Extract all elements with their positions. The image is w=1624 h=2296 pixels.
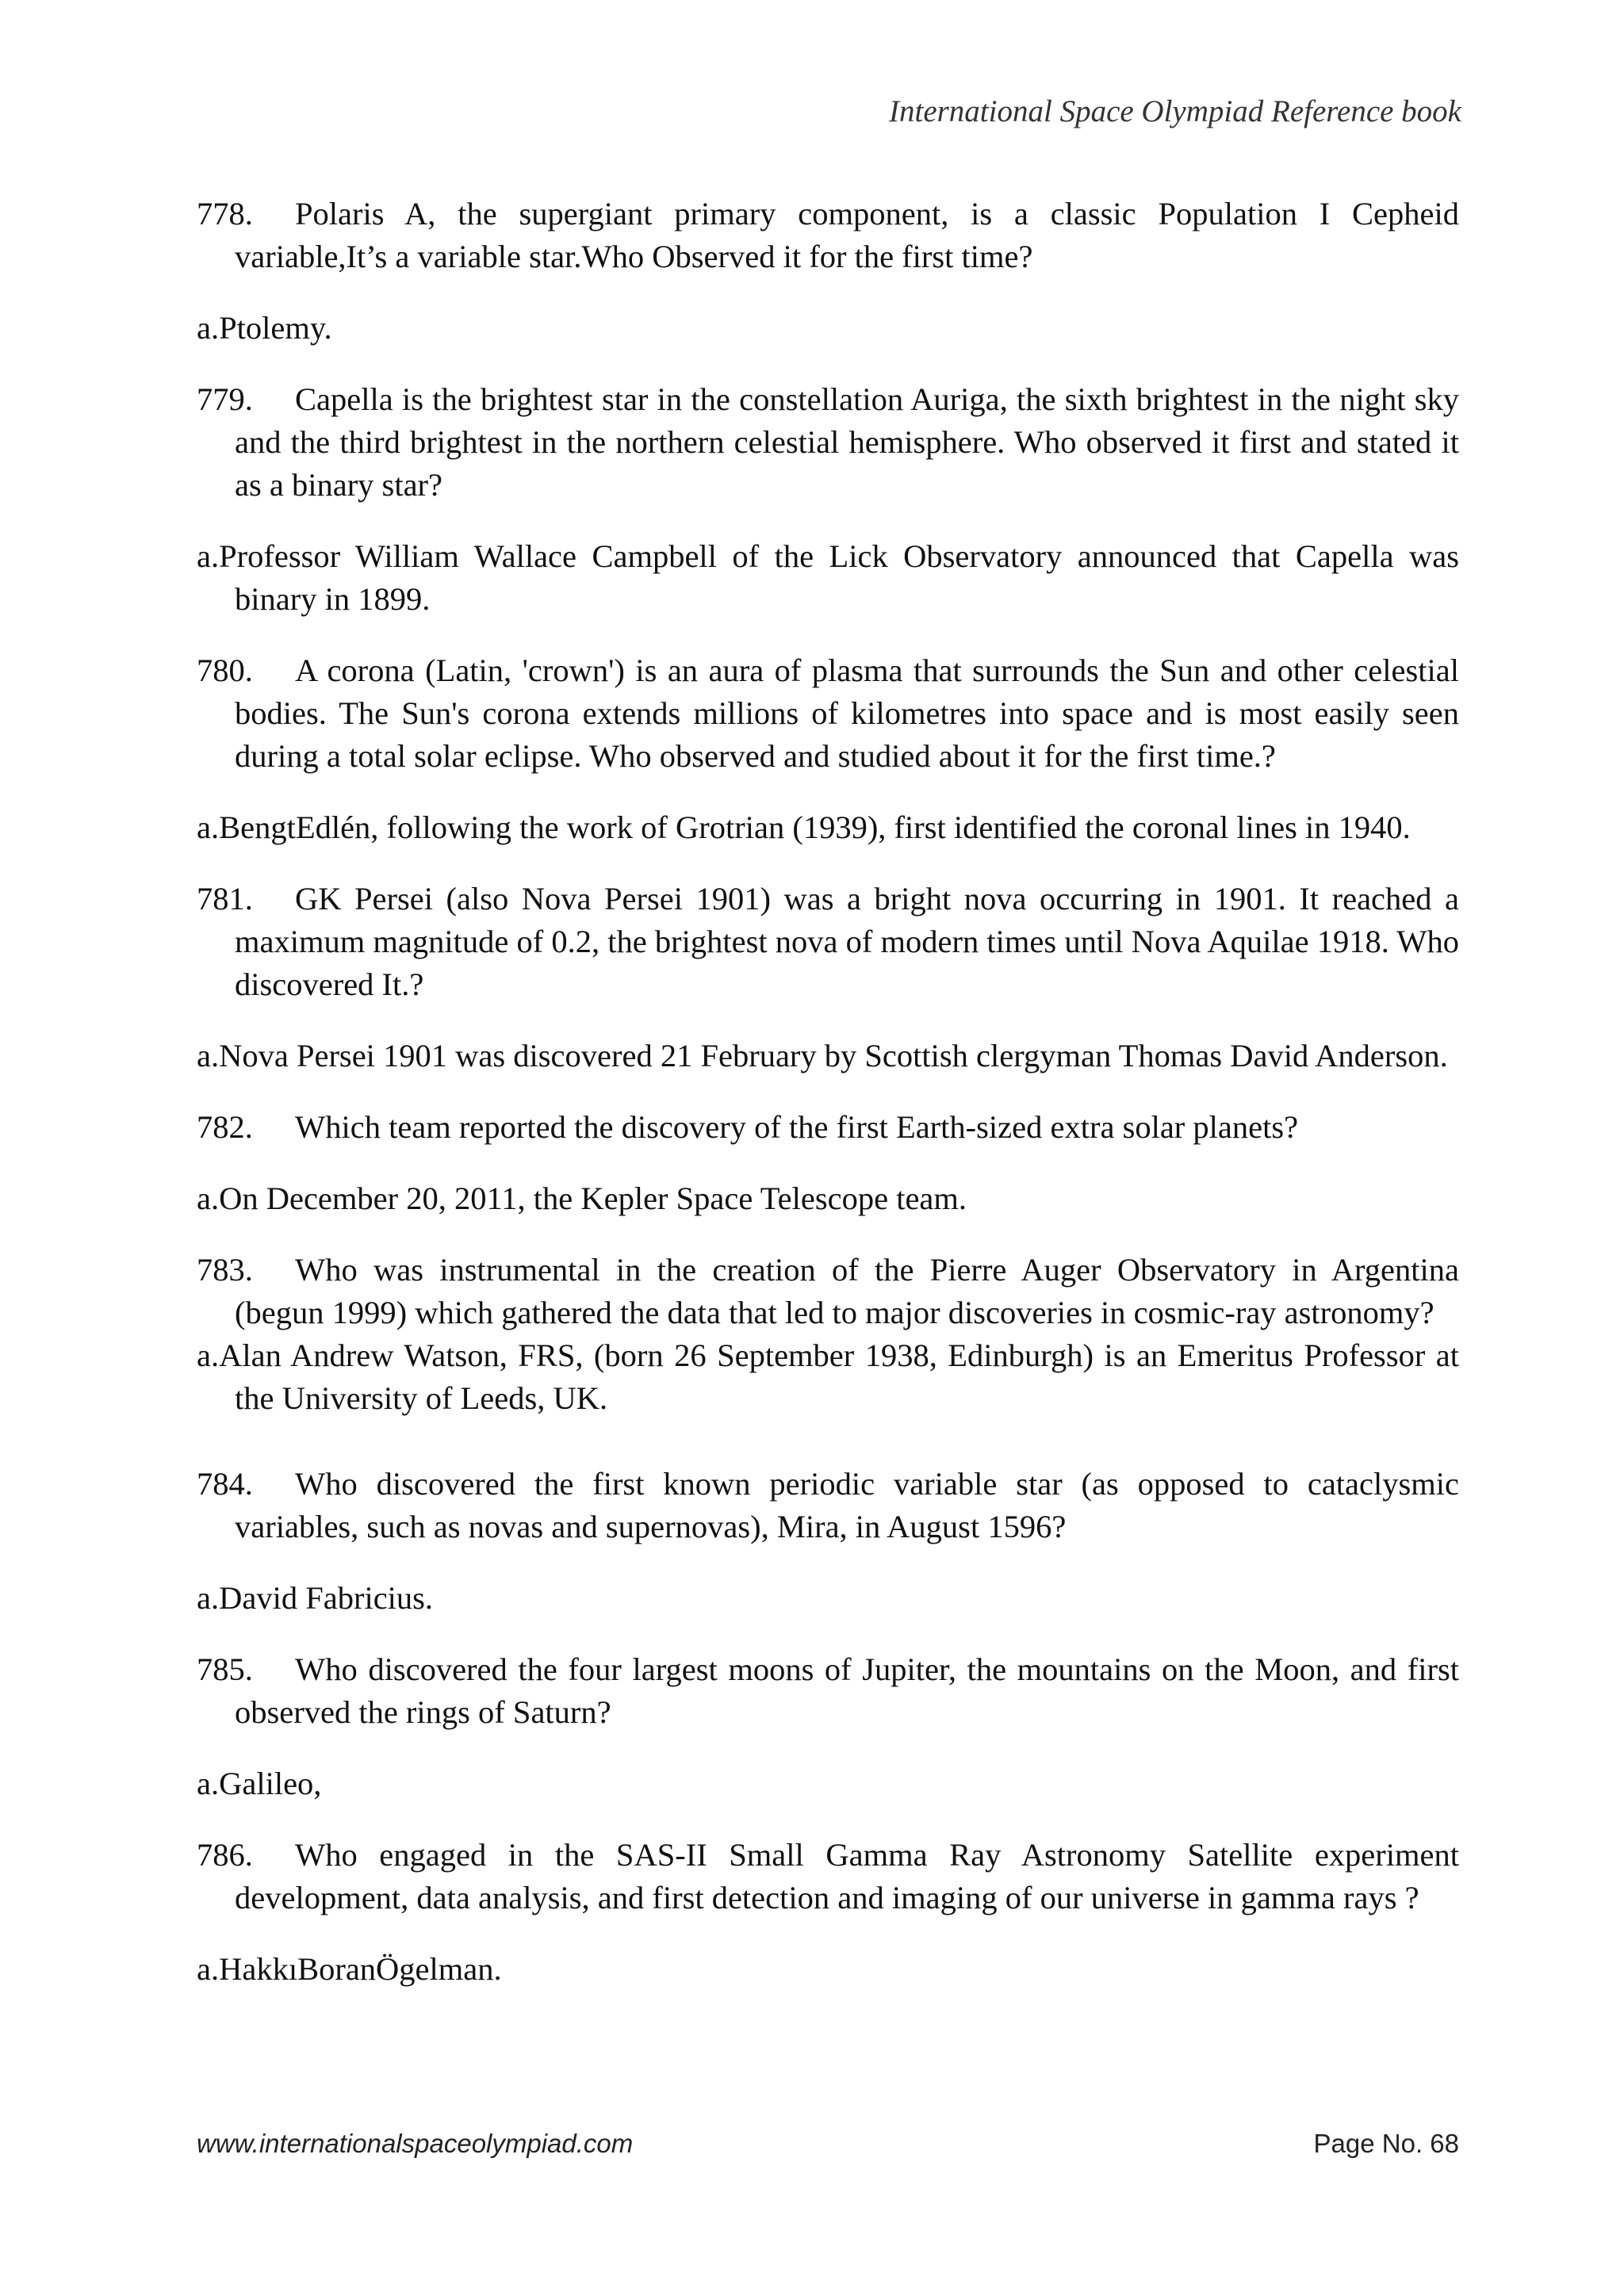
question-782 — [197, 1106, 1459, 1149]
question-text: A corona (Latin, 'crown') is an aura of plasma that surrounds the Sun and other celestial bodies. The Sun's corona extends millions of kilometres into space and is most easily seen during a total solar eclipse. Who observed and studied about it for the first time.? — [235, 652, 1459, 774]
answer-781: a.Nova Persei 1901 was discovered 21 February by Scottish clergyman Thomas David Anderson. — [197, 1038, 1448, 1073]
question-778 — [197, 193, 1459, 278]
question-text: Capella is the brightest star in the constellation Auriga, the sixth brightest in the night sky and the third brightest in the northern celestial hemisphere. Who observed it first and stated it as a binary star? — [235, 381, 1459, 503]
question-number: 779. — [197, 381, 253, 417]
question-number: 786. — [197, 1837, 253, 1873]
question-number: 785. — [197, 1651, 253, 1687]
question-number: 783. — [197, 1252, 253, 1288]
question-783 — [197, 1249, 1459, 1334]
question-780 — [197, 649, 1459, 778]
question-number: 780. — [197, 652, 253, 688]
question-text: Who engaged in the SAS-II Small Gamma Ray Astronomy Satellite experiment development, data analysis, and first detection and imaging of our universe in gamma rays ? — [235, 1837, 1459, 1915]
answer-782: a.On December 20, 2011, the Kepler Space Telescope team. — [197, 1181, 967, 1216]
page-number: Page No. 68 — [1313, 2129, 1459, 2158]
question-779 — [197, 378, 1459, 507]
question-784 — [197, 1463, 1459, 1548]
answer-779: a.Professor William Wallace Campbell of the Lick Observatory announced that Capella was binary in 1899. — [197, 538, 1459, 617]
question-number: 782. — [197, 1109, 253, 1145]
question-786 — [197, 1834, 1459, 1919]
question-number: 781. — [197, 881, 253, 916]
question-781 — [197, 878, 1459, 1006]
answer-780: a.BengtEdlén, following the work of Grotrian (1939), first identified the coronal lines in 1940. — [197, 809, 1411, 845]
running-header: International Space Olympiad Reference book — [889, 94, 1461, 128]
question-text: Who was instrumental in the creation of the Pierre Auger Observatory in Argentina (begun 1999) which gathered the data that led to major discoveries in cosmic-ray astronomy? — [235, 1252, 1459, 1330]
question-number: 778. — [197, 196, 253, 232]
question-text: Which team reported the discovery of the first Earth-sized extra solar planets? — [295, 1109, 1299, 1145]
question-text: Polaris A, the supergiant primary component, is a classic Population I Cepheid variable,It’s a variable star.Who Observed it for the first time? — [235, 196, 1459, 274]
footer-url: www.internationalspaceolympiad.com — [197, 2129, 634, 2158]
question-number: 784. — [197, 1466, 253, 1502]
answer-783: a.Alan Andrew Watson, FRS, (born 26 September 1938, Edinburgh) is an Emeritus Professor at the University of Leeds, UK. — [197, 1337, 1459, 1416]
question-text: GK Persei (also Nova Persei 1901) was a bright nova occurring in 1901. It reached a maximum magnitude of 0.2, the brightest nova of modern times until Nova Aquilae 1918. Who discovered It.? — [235, 881, 1459, 1002]
question-text: Who discovered the first known periodic variable star (as opposed to cataclysmic variables, such as novas and supernovas), Mira, in August 1596? — [235, 1466, 1459, 1544]
answer-784: a.David Fabricius. — [197, 1580, 434, 1616]
answer-785: a.Galileo, — [197, 1766, 322, 1801]
question-text: Who discovered the four largest moons of Jupiter, the mountains on the Moon, and first observed the rings of Saturn? — [235, 1651, 1459, 1730]
qa-list — [197, 193, 1459, 1991]
answer-778: a.Ptolemy. — [197, 310, 332, 346]
question-785 — [197, 1648, 1459, 1734]
answer-786: a.HakkıBoranÖgelman. — [197, 1951, 502, 1987]
